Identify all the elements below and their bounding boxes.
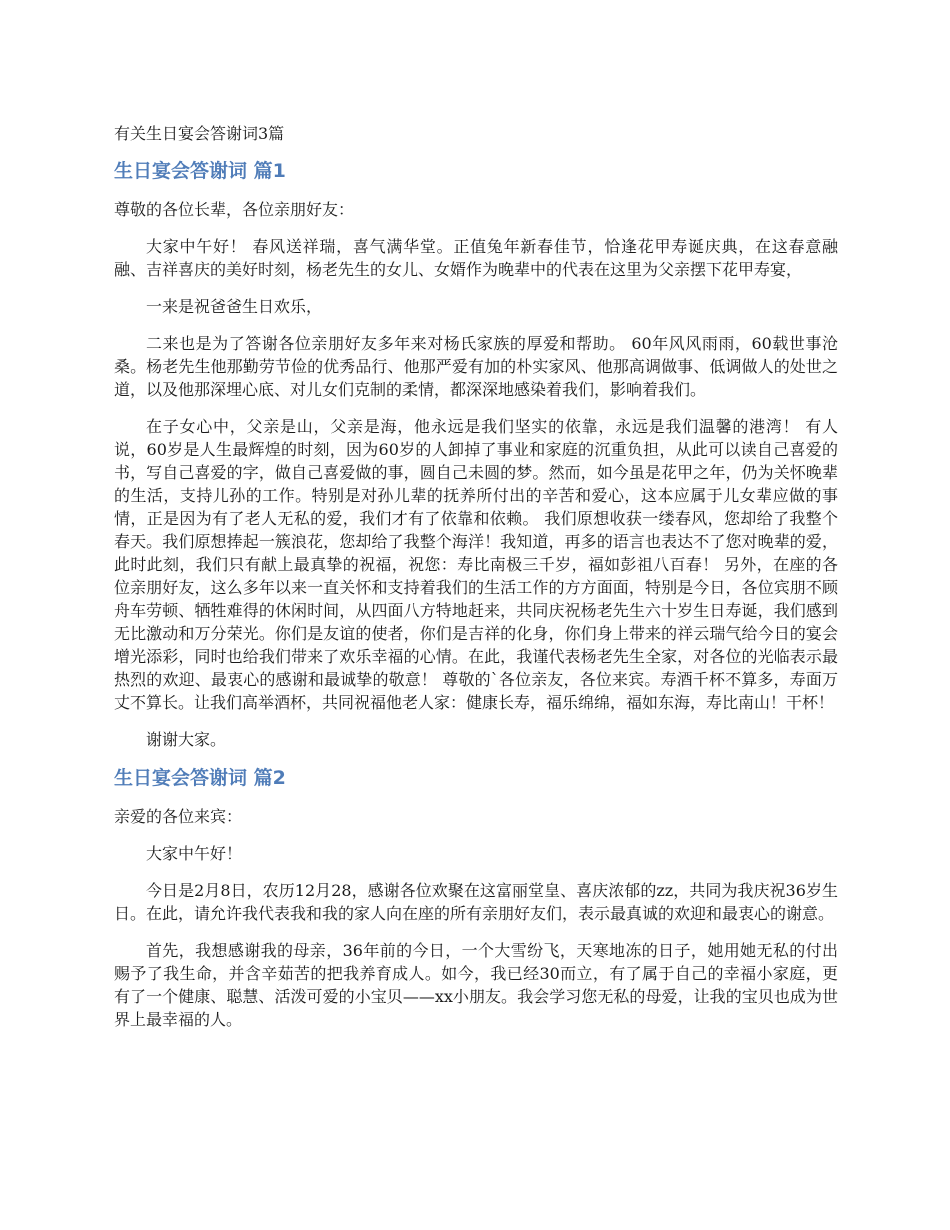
salutation: 尊敬的各位长辈，各位亲朋好友： xyxy=(114,200,355,219)
paragraph: 在子女心中，父亲是山，父亲是海，他永远是我们坚实的依靠，永远是我们温馨的港湾！ 有人说，60岁是人生最辉煌的时刻，因为60岁的人卸掉了事业和家庭的沉重负担，从此可以读自己喜爱的书，写自己喜爱的字，做自己喜爱做的事，圆自己未圆的梦。然而，如今虽是花甲之年，仍为关怀晚辈的生活，支持儿孙的工作。特别是对孙儿辈的抚养所付出的辛苦和爱心，这本应属于儿女辈应做的事情，正是因为有了老人无私的爱，我们才有了依靠和依赖。 我们原想收获一缕春风，您却给了我整个春天。我们原想捧起一簇浪花，您却给了我整个海洋！我知道，再多的语言也表达不了您对晚辈的爱，此时此刻，我们只有献上最真挚的祝福，祝您：寿比南极三千岁，福如彭祖八百春！ 另外，在座的各位亲朋好友，这么多年以来一直关怀和支持着我们的生活工作的方方面面，特别是今日，各位宾朋不顾舟车劳顿、牺牲难得的休闲时间，从四面八方特地赶来，共同庆祝杨老先生六十岁生日寿诞，我们感到无比激动和万分荣光。你们是友谊的使者，你们是吉祥的化身，你们身上带来的祥云瑞气给今日的宴会增光添彩，同时也给我们带来了欢乐幸福的心情。在此，我谨代表杨老先生全家，对各位的光临表示最热烈的欢迎、最衷心的感谢和最诚挚的敬意！ 尊敬的`各位亲友，各位来宾。寿酒千杯不算多，寿面万丈不算长。让我们高举酒杯，共同祝福他老人家：健康长寿，福乐绵绵，福如东海，寿比南山！干杯！ xyxy=(114,417,838,712)
salutation: 亲爱的各位来宾： xyxy=(114,807,243,826)
paragraph: 首先，我想感谢我的母亲，36年前的今日，一个大雪纷飞，天寒地冻的日子，她用她无私的付出赐予了我生命，并含辛茹苦的把我养育成人。如今，我已经30而立，有了属于自己的幸福小家庭，更有了一个健康、聪慧、活泼可爱的小宝贝——xx小朋友。我会学习您无私的母爱，让我的宝贝也成为世界上最幸福的人。 xyxy=(114,941,838,1029)
section-heading: 生日宴会答谢词 篇1 xyxy=(114,160,286,182)
section-2 xyxy=(114,765,838,1031)
paragraph: 谢谢大家。 xyxy=(146,730,227,749)
paragraph: 今日是2月8日，农历12月28，感谢各位欢聚在这富丽堂皇、喜庆浓郁的zz，共同为我庆祝36岁生日。在此，请允许我代表我和我的家人向在座的所有亲朋好友们，表示最真诚的欢迎和最衷心的谢意。 xyxy=(114,881,838,923)
section-1 xyxy=(114,158,838,751)
paragraph: 大家中午好！ 春风送祥瑞，喜气满华堂。正值兔年新春佳节，恰逢花甲寿诞庆典，在这春意融融、吉祥喜庆的美好时刻，杨老先生的女儿、女婿作为晚辈中的代表在这里为父亲摆下花甲寿宴， xyxy=(114,237,838,279)
paragraph: 二来也是为了答谢各位亲朋好友多年来对杨氏家族的厚爱和帮助。 60年风风雨雨，60载世事沧桑。杨老先生他那勤劳节俭的优秀品行、他那严爱有加的朴实家风、他那高调做事、低调做人的处世之道，以及他那深埋心底、对儿女们克制的柔情，都深深地感染着我们，影响着我们。 xyxy=(114,334,838,399)
section-heading: 生日宴会答谢词 篇2 xyxy=(114,767,286,789)
paragraph: 大家中午好！ xyxy=(146,844,243,863)
paragraph: 一来是祝爸爸生日欢乐， xyxy=(146,297,323,316)
document-title: 有关生日宴会答谢词3篇 xyxy=(114,124,285,143)
